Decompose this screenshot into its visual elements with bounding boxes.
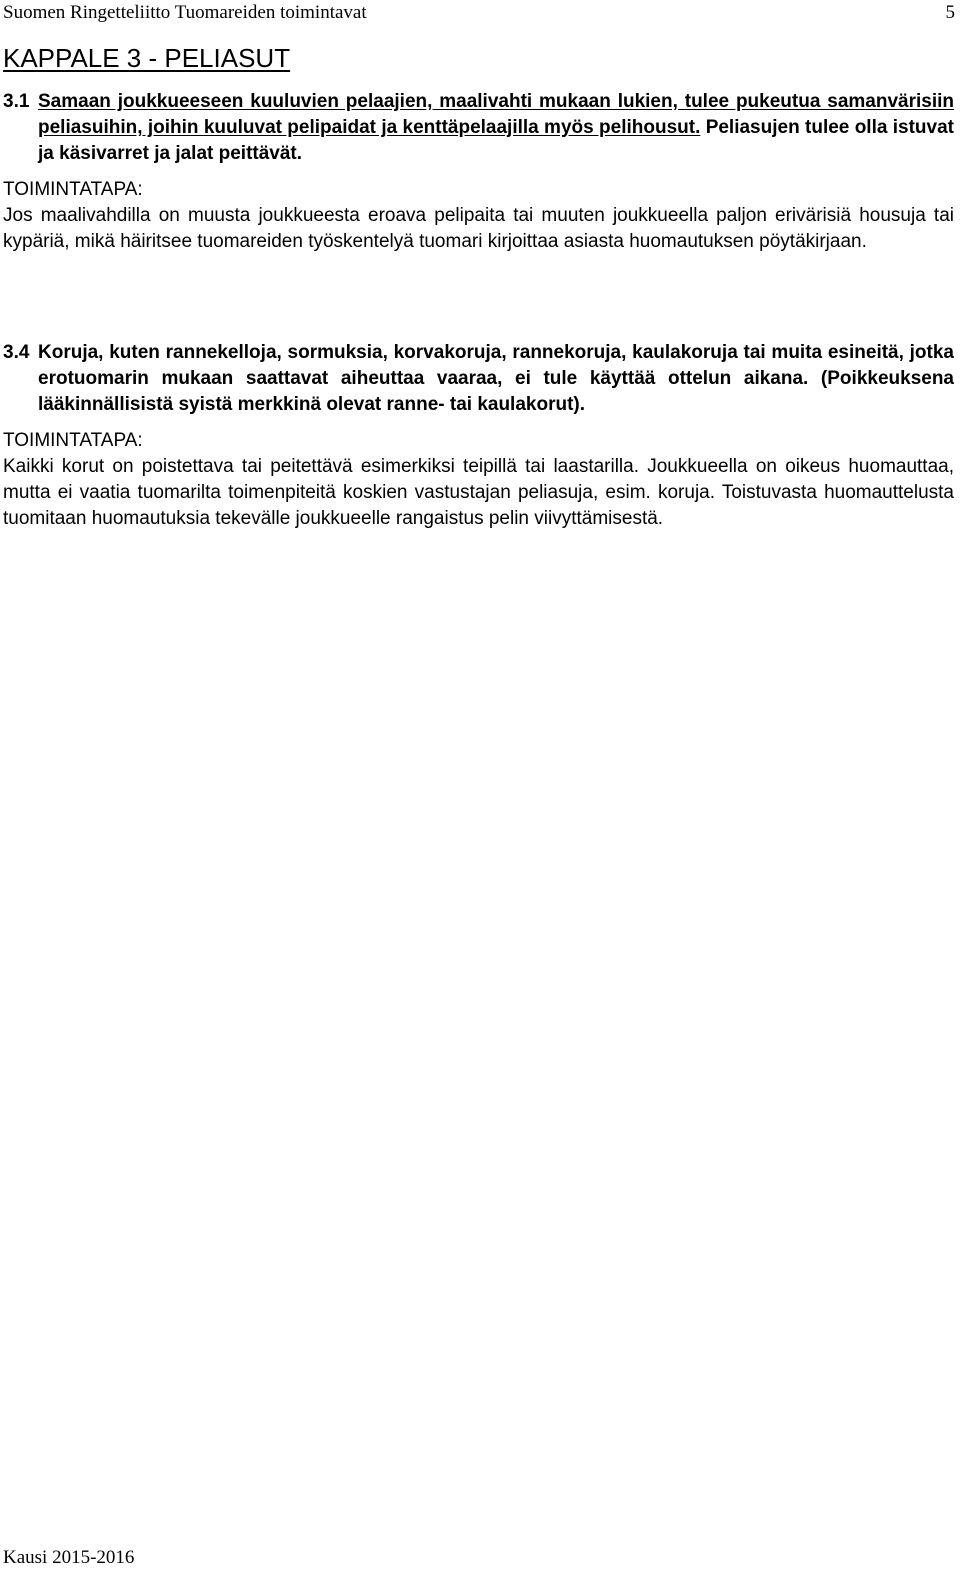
rule-number: 3.1 (3, 91, 30, 112)
chapter-title: KAPPALE 3 - PELIASUT (3, 43, 291, 73)
rule-text (38, 89, 954, 167)
procedure-text: Jos maalivahdilla on muusta joukkueesta eroava pelipaita tai muuten joukkueella paljon erivärisiä housuja tai kypäriä, mikä häiritsee tuomareiden työskentelyä tuomari kirjoittaa asiasta huomautuksen pöytäkirjaan. (3, 205, 954, 252)
rule-section-3-4 (3, 340, 954, 532)
rule-section-3-1 (3, 89, 954, 255)
rule-text-underlined: Samaan joukkueeseen kuuluvien pelaajien, maalivahti mukaan lukien, tulee pukeutua samanvärisiin peliasuihin, joihin kuuluvat pelipaidat ja kenttäpelaajilla myös pelihousut. (38, 91, 954, 138)
document-title: Suomen Ringetteliitto Tuomareiden toimintavat (3, 2, 367, 23)
page-number: 5 (945, 2, 955, 23)
rule-text: Koruja, kuten rannekelloja, sormuksia, korvakoruja, rannekoruja, kaulakoruja tai muita esineitä, jotka erotuomarin mukaan saattavat aiheuttaa vaaraa, ei tule käyttää ottelun aikana. (Poikkeuksena lääkinnällisistä syistä merkkinä olevat ranne- tai kaulakorut). (38, 342, 954, 415)
rule-text-rest: Peliasujen tulee olla istuvat ja käsivarret ja jalat peittävät. (38, 117, 955, 164)
procedure-label: TOIMINTATAPA: (3, 430, 143, 451)
page-footer: Kausi 2015-2016 (3, 1547, 135, 1568)
rule-3-4 (3, 340, 954, 418)
rule-number: 3.4 (3, 342, 30, 363)
page-header (3, 0, 955, 26)
procedure-label: TOIMINTATAPA: (3, 179, 143, 200)
rule-3-1 (3, 89, 954, 167)
procedure-text: Kaikki korut on poistettava tai peitettävä esimerkiksi teipillä tai laastarilla. Joukkueella on oikeus huomauttaa, mutta ei vaatia tuomarilta toimenpiteitä koskien vastustajan peliasuja, esim. koruja. Toistuvasta huomauttelusta tuomitaan huomautuksia tekevälle joukkueelle rangaistus pelin viivyttämisestä. (3, 456, 954, 529)
